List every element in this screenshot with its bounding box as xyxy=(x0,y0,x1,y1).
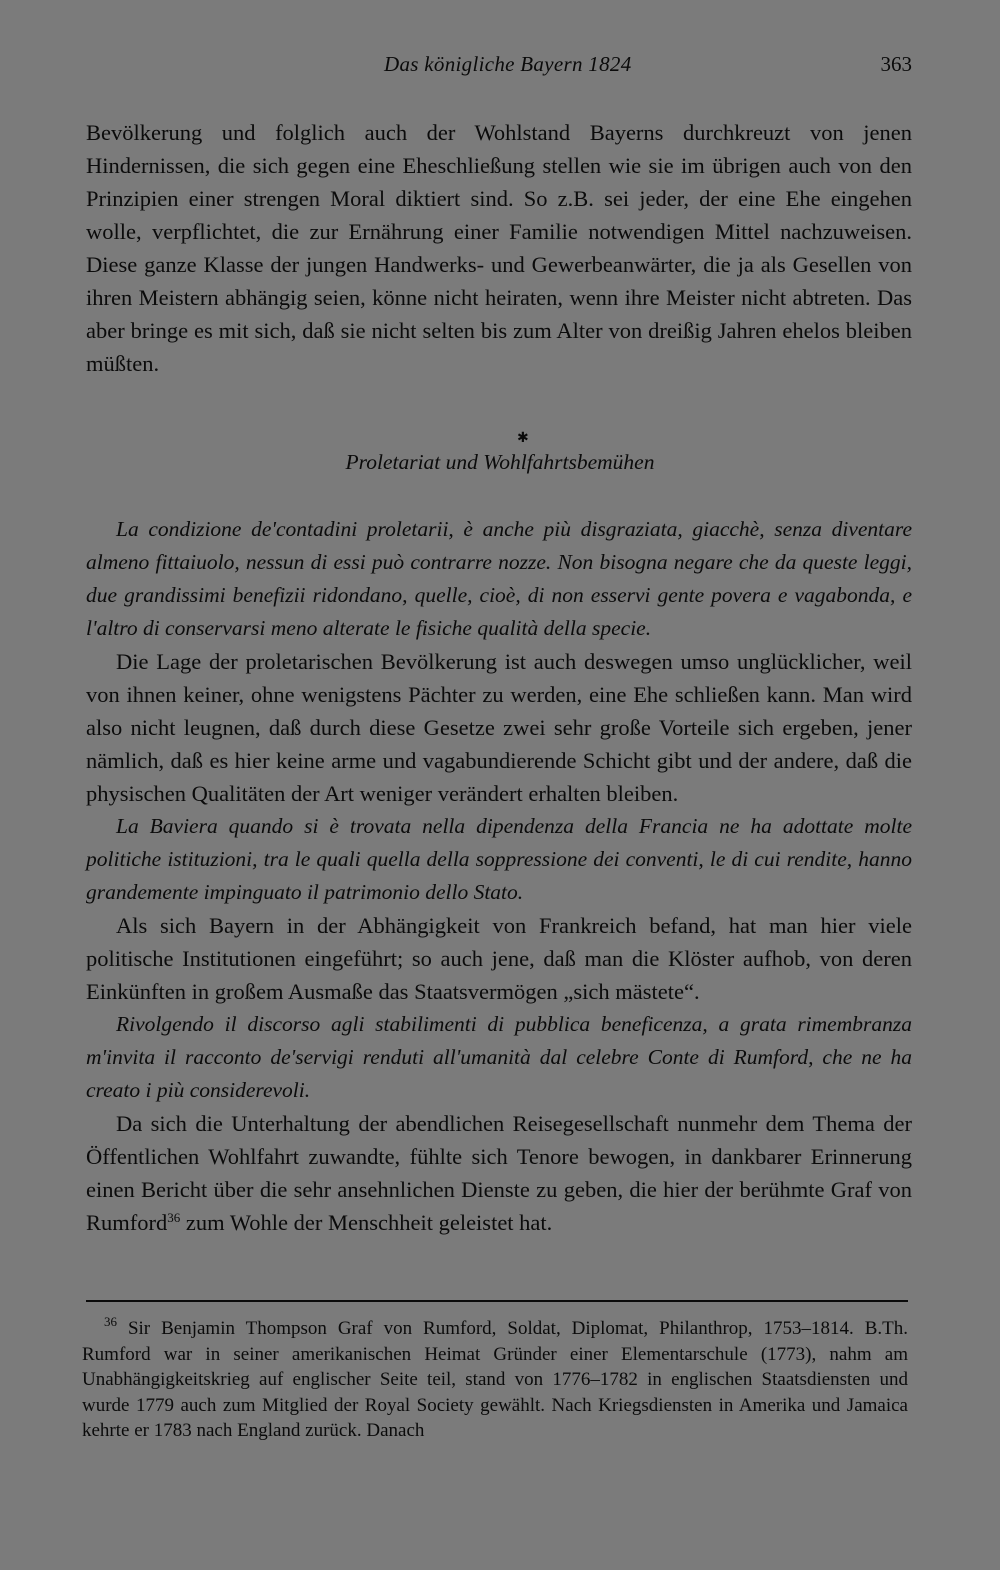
page-number: 363 xyxy=(880,52,912,76)
footnote-number: 36 xyxy=(104,1314,117,1329)
running-title: Das königliche Bayern 1824 xyxy=(384,52,632,76)
section-title: Proletariat und Wohlfahrtsbemühen xyxy=(345,450,655,474)
footnotes xyxy=(82,1316,908,1444)
italian-quote-2: La Baviera quando si è trovata nella dipendenza della Francia ne ha adottate molte politiche istituzioni, tra le quali quella della soppressione dei conventi, le di cui rendite, hanno grandemente impinguato il patrimonio dello Stato. xyxy=(86,814,912,904)
italian-quote-1: La condizione de'contadini proletarii, è anche più disgraziata, giacchè, senza diventare almeno fittaiuolo, nessun di essi può contrarre nozze. Non bisogna negare che da queste leggi, due grandissimi benefizii ridondano, quelle, cioè, di non esservi gente povera e vagabonda, e l'altro di conservarsi meno alterate le fisiche qualità della specie. xyxy=(86,517,912,640)
footnote-reference: 36 xyxy=(167,1210,181,1225)
german-translation-1: Die Lage der proletarischen Bevölkerung ist auch deswegen umso unglücklicher, weil von ihnen keiner, ohne wenigstens Pächter zu werden, eine Ehe schließen kann. Man wird also nicht leugnen, daß durch diese Gesetze zwei sehr große Vorteile sich ergeben, jener nämlich, daß es hier keine arme und vagabundierende Schicht gibt und der andere, daß die physischen Qualitäten der Art weniger verändert erhalten bleiben. xyxy=(86,649,912,806)
running-head xyxy=(0,52,1000,82)
final-paragraph-text: Da sich die Unterhaltung der abendlichen Reisegesellschaft nunmehr dem Thema der Öffentlichen Wohlfahrt zuwandte, fühlte sich Tenore bewogen, in dankbarer Erinnerung einen Bericht über die sehr ansehnlichen Dienste zu geben, die hier der berühmte Graf von Rumford xyxy=(86,1111,912,1235)
final-paragraph xyxy=(86,1107,912,1239)
section-mark: ✱ xyxy=(517,431,529,446)
german-translation-2: Als sich Bayern in der Abhängigkeit von Frankreich befand, hat man hier viele politische Institutionen eingeführt; so auch jene, daß man die Klöster aufhob, von deren Einkünften in großem Ausmaße das Staatsvermögen „sich mästete“. xyxy=(86,913,912,1004)
italian-quote-3: Rivolgendo il discorso agli stabilimenti di pubblica beneficenza, a grata rimembranza m'invita il racconto de'servigi renduti all'umanità dal celebre Conte di Rumford, che ne ha creato i più considerevoli. xyxy=(86,1012,912,1102)
footnote-36 xyxy=(82,1316,908,1444)
footnote-divider xyxy=(86,1300,908,1302)
final-paragraph-tail: zum Wohle der Menschheit geleistet hat. xyxy=(180,1210,553,1235)
main-body xyxy=(86,513,912,1239)
intro-paragraph-block xyxy=(86,116,912,380)
footnote-text: Sir Benjamin Thompson Graf von Rumford, Soldat, Diplomat, Philanthrop, 1753–1814. B.Th. Rumford war in seiner amerikanischen Heimat Gründer einer Elementarschule (1773), nahm am Unabhängigkeitskrieg auf englischer Seite teil, stand von 1776–1782 in englischen Staatsdiensten und wurde 1779 auch zum Mitglied der Royal Society gewählt. Nach Kriegsdiensten in Amerika und Jamaica kehrte er 1783 nach England zurück. Danach xyxy=(82,1318,908,1441)
intro-paragraph: Bevölkerung und folglich auch der Wohlstand Bayerns durchkreuzt von jenen Hindernissen, die sich gegen eine Eheschließung stellen wie sie im übrigen auch von den Prinzipien einer strengen Moral diktiert sind. So z.B. sei jeder, der eine Ehe eingehen wolle, verpflichtet, die zur Ernährung einer Familie notwendigen Mittel nachzuweisen. Diese ganze Klasse der jungen Handwerks- und Gewerbeanwärter, die ja als Gesellen von ihren Meistern abhängig seien, könne nicht heiraten, wenn ihre Meister nicht abtreten. Das aber bringe es mit sich, daß sie nicht selten bis zum Alter von dreißig Jahren ehelos bleiben müßten. xyxy=(86,120,912,376)
